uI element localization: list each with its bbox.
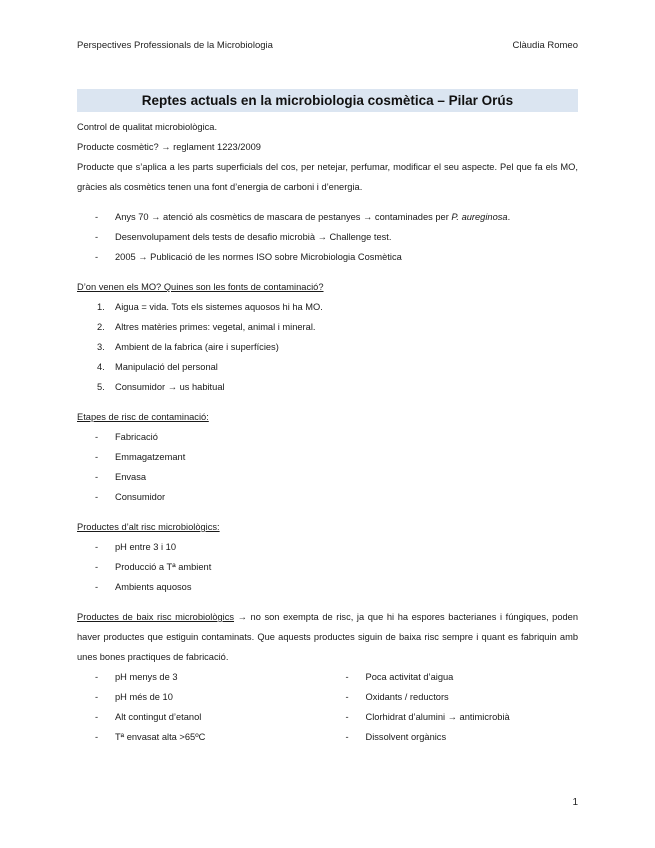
list-item: - Consumidor xyxy=(95,492,166,502)
list-item: - Tª envasat alta >65ºC xyxy=(95,732,206,742)
intro-line-2: Producte cosmètic? → reglament 1223/2009 xyxy=(77,142,261,152)
list-item: 5. Consumidor → us habitual xyxy=(97,382,225,392)
list-item: - Envasa xyxy=(95,472,147,482)
list-item: - Fabricació xyxy=(95,432,158,442)
list-item: - Anys 70 → atenció als cosmètics de mascara de pestanyes → contaminades per P. aureginosa. xyxy=(95,212,511,222)
list-item: - Producció a Tª ambient xyxy=(95,562,212,572)
stages-list xyxy=(77,427,578,507)
list-item: - pH entre 3 i 10 xyxy=(95,542,176,552)
list-item: - Poca activitat d’aigua xyxy=(345,672,454,682)
stages-heading: Etapes de risc de contaminació: xyxy=(77,412,209,422)
sources-list xyxy=(77,297,578,397)
sources-heading: D’on venen els MO? Quines son les fonts de contaminació? xyxy=(77,282,324,292)
low-risk-paragraph: Productes de baix risc microbiològics → no son exempta de risc, ja que hi ha espores bacterianes i fúngiques, poden haver productes que estiguin contaminats. Que aquests productes siguin de baixa risc sempre i quant es fabriquin amb unes bones practiques de fabricació. xyxy=(77,612,578,662)
low-risk-left-list xyxy=(77,667,328,747)
intro-line-1: Control de qualitat microbiològica. xyxy=(77,122,218,132)
page-number: 1 xyxy=(572,797,578,808)
page-title: Reptes actuals en la microbiologia cosmètica – Pilar Orús xyxy=(141,93,514,108)
title-band xyxy=(77,89,578,112)
high-risk-list xyxy=(77,537,578,597)
list-item: - Ambients aquosos xyxy=(95,582,192,592)
list-item: 4. Manipulació del personal xyxy=(97,362,218,372)
high-risk-heading: Productes d’alt risc microbiològics: xyxy=(77,522,220,532)
list-item: - Oxidants / reductors xyxy=(345,692,449,702)
intro-line-3: Producte que s’aplica a les parts superficials del cos, per netejar, perfumar, modificar el seu aspecte. Pel que fa els MO, gràcies als cosmètics tenen una font d’energia de carboni i d’energia. xyxy=(77,162,578,192)
list-item: - Alt contingut d’etanol xyxy=(95,712,202,722)
list-item: - Emmagatzemant xyxy=(95,452,186,462)
low-risk-columns xyxy=(77,667,578,747)
list-item: 3. Ambient de la fabrica (aire i superfícies) xyxy=(97,342,279,352)
list-item: - 2005 → Publicació de les normes ISO sobre Microbiologia Cosmètica xyxy=(95,252,402,262)
list-item: - Desenvolupament dels tests de desafio microbià → Challenge test. xyxy=(95,232,392,242)
list-item: 2. Altres matèries primes: vegetal, animal i mineral. xyxy=(97,322,316,332)
list-item: - Clorhidrat d’alumini → antimicrobià xyxy=(345,712,510,722)
list-item: 1. Aigua = vida. Tots els sistemes aquosos hi ha MO. xyxy=(97,302,323,312)
header-author: Clàudia Romeo xyxy=(512,40,578,51)
list-item: - Dissolvent orgànics xyxy=(345,732,447,742)
low-risk-heading: Productes de baix risc microbiològics xyxy=(77,612,235,622)
history-list xyxy=(77,207,578,267)
document-body xyxy=(77,117,578,747)
low-risk-right-list xyxy=(328,667,579,747)
header-document-subject: Perspectives Professionals de la Microbiologia xyxy=(77,40,273,51)
list-item: - pH més de 10 xyxy=(95,692,173,702)
list-item: - pH menys de 3 xyxy=(95,672,178,682)
